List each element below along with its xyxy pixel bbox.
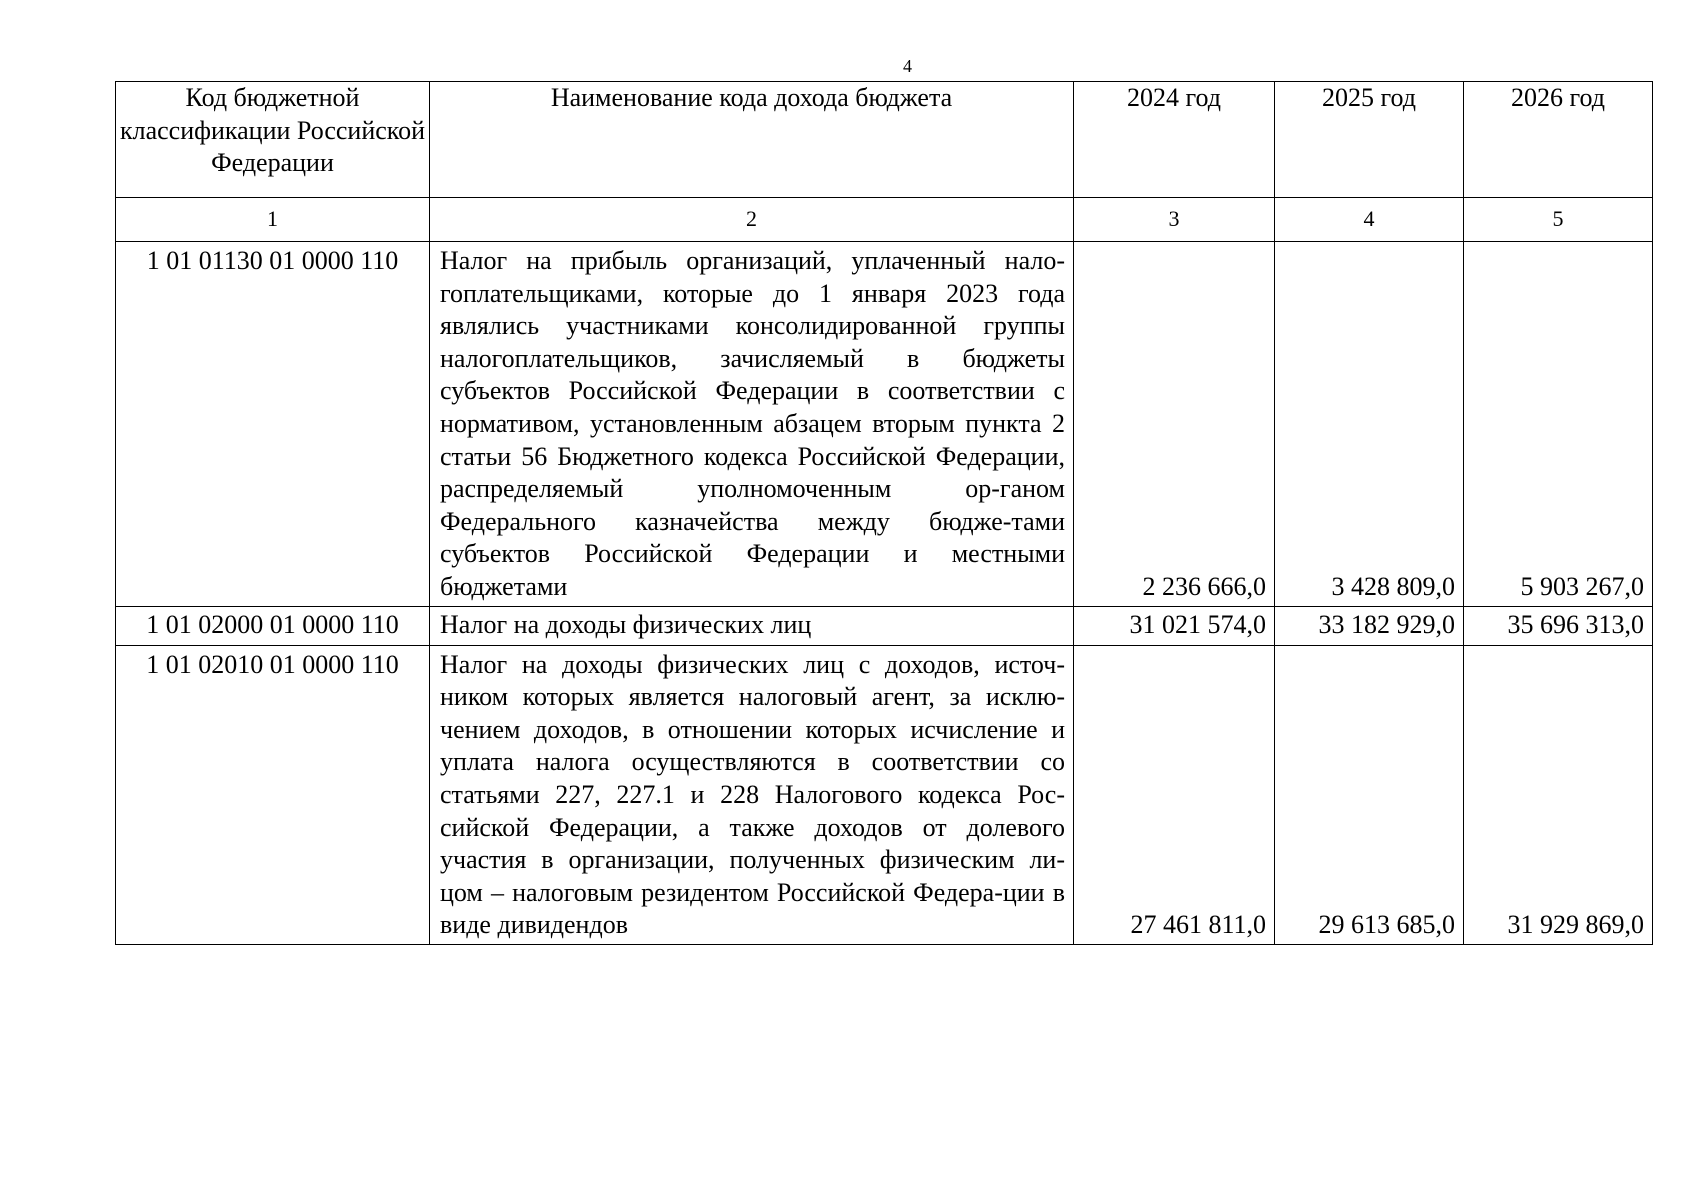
budget-code-cell: 1 01 02010 01 0000 110 (116, 645, 430, 944)
revenue-name-cell: Налог на доходы физических лиц (430, 606, 1074, 645)
header-budget-code: Код бюджетной классификации Российской Федерации (116, 82, 430, 198)
page-number: 4 (903, 56, 912, 76)
table-row (116, 242, 1653, 607)
column-number: 3 (1074, 198, 1275, 242)
table-header-row (116, 82, 1653, 198)
header-year-2024: 2024 год (1074, 82, 1275, 198)
amount-2026-cell: 5 903 267,0 (1464, 242, 1653, 607)
column-number-row (116, 198, 1653, 242)
revenue-name-cell: Налог на прибыль организаций, уплаченный нало-гоплательщиками, которые до 1 января 2023 года являлись участниками консолидированной группы налогоплательщиков, зачисляемый в бюджеты субъектов Российской Федерации в соответствии с нормативом, установленным абзацем вторым пункта 2 статьи 56 Бюджетного кодекса Российской Федерации, распределяемый уполномоченным ор-ганом Федерального казначейства между бюдже-тами субъектов Российской Федерации и местными бюджетами (430, 242, 1074, 607)
budget-revenue-table (115, 81, 1653, 945)
header-year-2025: 2025 год (1275, 82, 1464, 198)
column-number: 4 (1275, 198, 1464, 242)
column-number: 2 (430, 198, 1074, 242)
header-year-2026: 2026 год (1464, 82, 1653, 198)
budget-code-cell: 1 01 01130 01 0000 110 (116, 242, 430, 607)
amount-2025-cell: 33 182 929,0 (1275, 606, 1464, 645)
amount-2026-cell: 35 696 313,0 (1464, 606, 1653, 645)
amount-2024-cell: 2 236 666,0 (1074, 242, 1275, 607)
budget-code-cell: 1 01 02000 01 0000 110 (116, 606, 430, 645)
amount-2025-cell: 3 428 809,0 (1275, 242, 1464, 607)
table-row (116, 645, 1653, 944)
amount-2024-cell: 27 461 811,0 (1074, 645, 1275, 944)
amount-2026-cell: 31 929 869,0 (1464, 645, 1653, 944)
table-row-total (116, 606, 1653, 645)
column-number: 5 (1464, 198, 1653, 242)
amount-2025-cell: 29 613 685,0 (1275, 645, 1464, 944)
column-number: 1 (116, 198, 430, 242)
amount-2024-cell: 31 021 574,0 (1074, 606, 1275, 645)
revenue-name-cell: Налог на доходы физических лиц с доходов, источ-ником которых является налоговый агент, за исклю-чением доходов, в отношении которых исчисление и уплата налога осуществляются в соответствии со статьями 227, 227.1 и 228 Налогового кодекса Рос-сийской Федерации, а также доходов от долевого участия в организации, полученных физическим ли-цом – налоговым резидентом Российской Федера-ции в виде дивидендов (430, 645, 1074, 944)
header-revenue-name: Наименование кода дохода бюджета (430, 82, 1074, 198)
